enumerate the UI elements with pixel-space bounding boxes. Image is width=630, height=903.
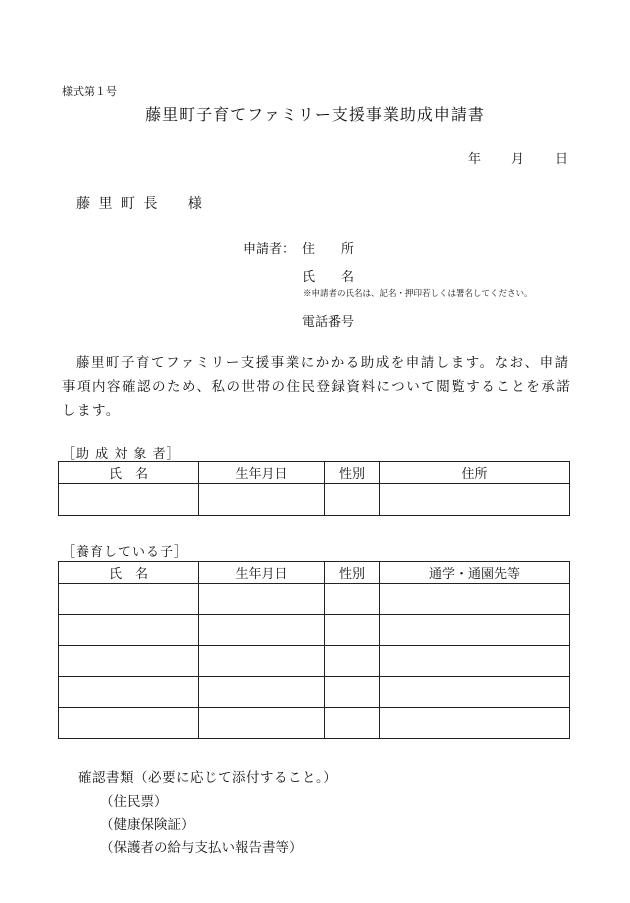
address-label: 住 所 <box>302 242 355 257</box>
table-cell[interactable] <box>325 677 380 708</box>
page-title: 藤里町子育てファミリー支援事業助成申請書 <box>145 105 485 124</box>
table-cell[interactable] <box>59 677 199 708</box>
table-cell[interactable] <box>59 484 199 516</box>
addressee-honorific: 様 <box>187 196 204 212</box>
table-header-row <box>59 562 570 584</box>
table-row <box>59 677 570 708</box>
document-item: （健康保険証） <box>100 817 195 833</box>
addressee <box>76 193 204 213</box>
column-header: 性別 <box>325 462 380 484</box>
table-cell[interactable] <box>380 708 570 739</box>
table-cell[interactable] <box>325 646 380 677</box>
table-cell[interactable] <box>325 584 380 615</box>
table-cell[interactable] <box>199 615 325 646</box>
addressee-name: 藤 里 町 長 <box>76 196 160 212</box>
table-cell[interactable] <box>325 615 380 646</box>
table-cell[interactable] <box>380 646 570 677</box>
column-header: 通学・通園先等 <box>380 562 570 584</box>
subsidy-targets-label: ［助 成 対 象 者］ <box>62 447 181 462</box>
table-cell[interactable] <box>380 584 570 615</box>
children-label: ［養育している子］ <box>62 545 189 560</box>
table-cell[interactable] <box>59 584 199 615</box>
document-item: （住民票） <box>100 794 168 810</box>
name-label: 氏 名 <box>302 270 355 285</box>
column-header: 生年月日 <box>199 462 325 484</box>
table-row <box>59 646 570 677</box>
table-cell[interactable] <box>380 615 570 646</box>
table-cell[interactable] <box>325 708 380 739</box>
name-note: ※申請者の氏名は、記名・押印若しくは署名してください。 <box>303 289 533 299</box>
table-row <box>59 584 570 615</box>
table-row <box>59 484 570 516</box>
table-cell[interactable] <box>380 484 570 516</box>
column-header: 性別 <box>325 562 380 584</box>
table-cell[interactable] <box>380 677 570 708</box>
table-cell[interactable] <box>199 646 325 677</box>
table-cell[interactable] <box>59 708 199 739</box>
table-cell[interactable] <box>199 708 325 739</box>
table-cell[interactable] <box>325 484 380 516</box>
table-header-row <box>59 462 570 484</box>
date-year-label: 年 <box>468 152 482 167</box>
date-day-label: 日 <box>555 152 569 167</box>
applicant-label: 申請者： <box>243 242 296 257</box>
phone-label: 電話番号 <box>302 315 355 330</box>
subsidy-targets-table <box>58 461 570 516</box>
consent-text: 藤里町子育てファミリー支援事業にかかる助成を申請します。なお、申請事項内容確認のため、私の世帯の住民登録資料について閲覧することを承諾します。 <box>62 355 572 419</box>
documents-heading: 確認書類（必要に応じて添付すること。） <box>78 770 338 786</box>
children-table <box>58 561 570 739</box>
table-row <box>59 615 570 646</box>
document-item: （保護者の給与支払い報告書等） <box>100 840 303 856</box>
column-header: 住所 <box>380 462 570 484</box>
form-number: 様式第１号 <box>62 85 117 98</box>
date-month-label: 月 <box>511 152 525 167</box>
column-header: 生年月日 <box>199 562 325 584</box>
table-cell[interactable] <box>199 677 325 708</box>
table-cell[interactable] <box>59 615 199 646</box>
table-cell[interactable] <box>199 584 325 615</box>
table-cell[interactable] <box>59 646 199 677</box>
table-row <box>59 708 570 739</box>
column-header: 氏 名 <box>59 562 199 584</box>
column-header: 氏 名 <box>59 462 199 484</box>
table-cell[interactable] <box>199 484 325 516</box>
